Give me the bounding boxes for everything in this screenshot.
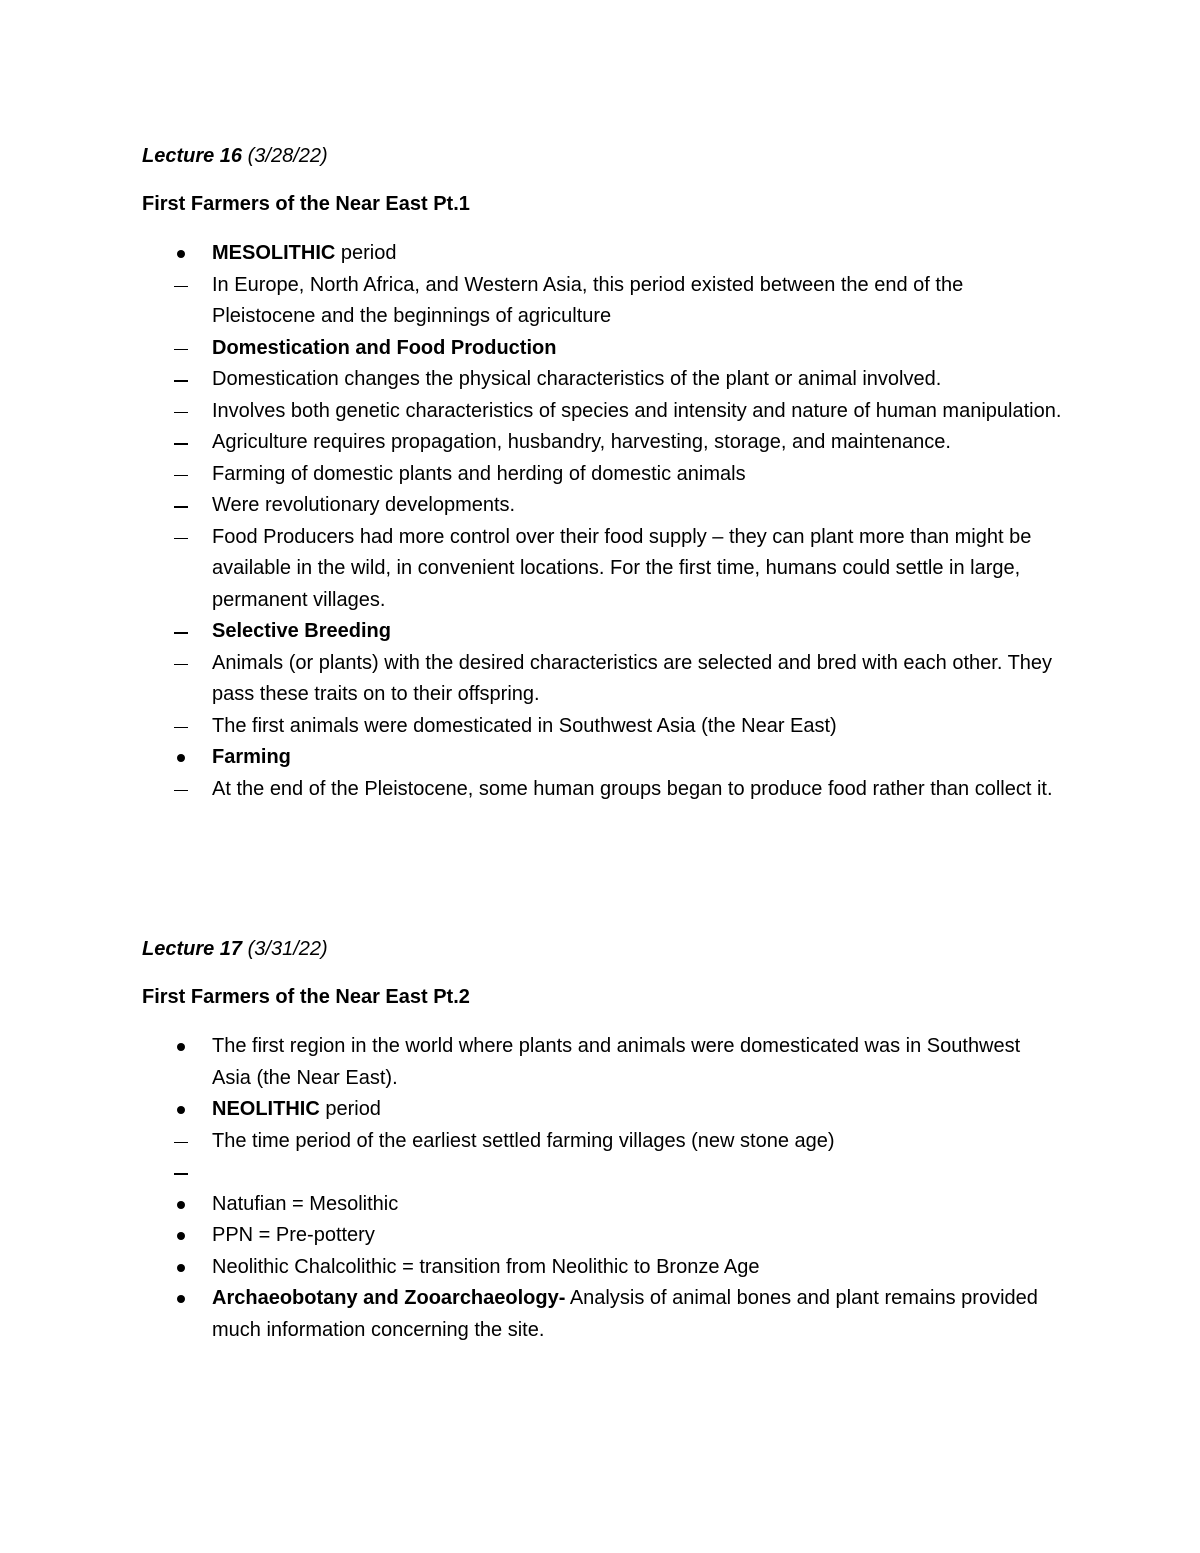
- list-item: [142, 1094, 1062, 1126]
- item-bold-text: Selective Breeding: [212, 620, 391, 642]
- list-item: [142, 270, 1062, 333]
- item-text: The first region in the world where plants and animals were domesticated was in Southwest Asia (the Near East).: [212, 1035, 1021, 1089]
- lecture-16-label: Lecture 16: [142, 145, 243, 167]
- list-item: [142, 1031, 1062, 1094]
- item-text: Analysis of animal bones and plant remains provided much information concerning the site.: [212, 1287, 1038, 1341]
- lecture-17-label: Lecture 17: [142, 938, 243, 960]
- lecture-17-list: [142, 1031, 1062, 1346]
- list-item: [142, 333, 1062, 365]
- lecture-17-section: [142, 935, 1062, 1346]
- item-bold-text: MESOLITHIC: [212, 242, 336, 264]
- item-text: period: [335, 242, 397, 264]
- item-text: period: [319, 1098, 381, 1120]
- item-bold-text: NEOLITHIC: [212, 1098, 320, 1120]
- item-text: Natufian = Mesolithic: [212, 1192, 399, 1215]
- item-text: Agriculture requires propagation, husbandry, harvesting, storage, and maintenance.: [212, 431, 951, 453]
- list-item: [142, 1157, 1062, 1189]
- lecture-17-title: First Farmers of the Near East Pt.2: [142, 986, 470, 1008]
- item-bold-text: Archaeobotany and Zooarchaeology-: [212, 1287, 566, 1309]
- lecture-16-section: [142, 142, 1062, 805]
- lecture-16-date: (3/28/22): [247, 145, 328, 167]
- lecture-16-title: First Farmers of the Near East Pt.1: [142, 193, 470, 215]
- lecture-17-heading: [142, 935, 1062, 963]
- item-text: PPN = Pre-pottery: [212, 1224, 375, 1246]
- list-item: [142, 1126, 1062, 1158]
- list-item: [142, 364, 1062, 396]
- lecture-16-heading: [142, 142, 1062, 170]
- item-text: The first animals were domesticated in Southwest Asia (the Near East): [212, 714, 837, 737]
- lecture-16-list: [142, 238, 1062, 805]
- item-bold-text: Domestication and Food Production: [212, 336, 557, 359]
- list-item: [142, 616, 1062, 648]
- list-item: [142, 1189, 1062, 1221]
- list-item: [142, 490, 1062, 522]
- list-item: [142, 648, 1062, 711]
- list-item: [142, 774, 1062, 806]
- item-text: Involves both genetic characteristics of species and intensity and nature of human manipulation.: [212, 399, 1062, 422]
- lecture-17-date: (3/31/22): [247, 938, 328, 960]
- item-text: Farming of domestic plants and herding of domestic animals: [212, 462, 746, 485]
- list-item: [142, 427, 1062, 459]
- list-item: [142, 742, 1062, 774]
- list-item: [142, 522, 1062, 617]
- item-bold-text: Farming: [212, 746, 291, 768]
- list-item: [142, 396, 1062, 428]
- item-text: Animals (or plants) with the desired characteristics are selected and bred with each other. They pass these traits on to their offspring.: [212, 651, 1053, 705]
- item-text: Domestication changes the physical characteristics of the plant or animal involved.: [212, 368, 942, 390]
- list-item: [142, 238, 1062, 270]
- item-text: Food Producers had more control over their food supply – they can plant more than might be available in the wild, in convenient locations. For the first time, humans could settle in large, permanent villages.: [212, 525, 1032, 611]
- item-text: At the end of the Pleistocene, some human groups began to produce food rather than collect it.: [212, 777, 1053, 800]
- list-item: [142, 459, 1062, 491]
- list-item: [142, 1220, 1062, 1252]
- item-text: Were revolutionary developments.: [212, 494, 516, 516]
- list-item: [142, 1252, 1062, 1284]
- list-item: [142, 711, 1062, 743]
- item-text: In Europe, North Africa, and Western Asia, this period existed between the end of the Pleistocene and the beginnings of agriculture: [212, 273, 964, 327]
- item-text: Neolithic Chalcolithic = transition from Neolithic to Bronze Age: [212, 1255, 760, 1278]
- list-item: [142, 1283, 1062, 1346]
- item-text: The time period of the earliest settled farming villages (new stone age): [212, 1129, 835, 1152]
